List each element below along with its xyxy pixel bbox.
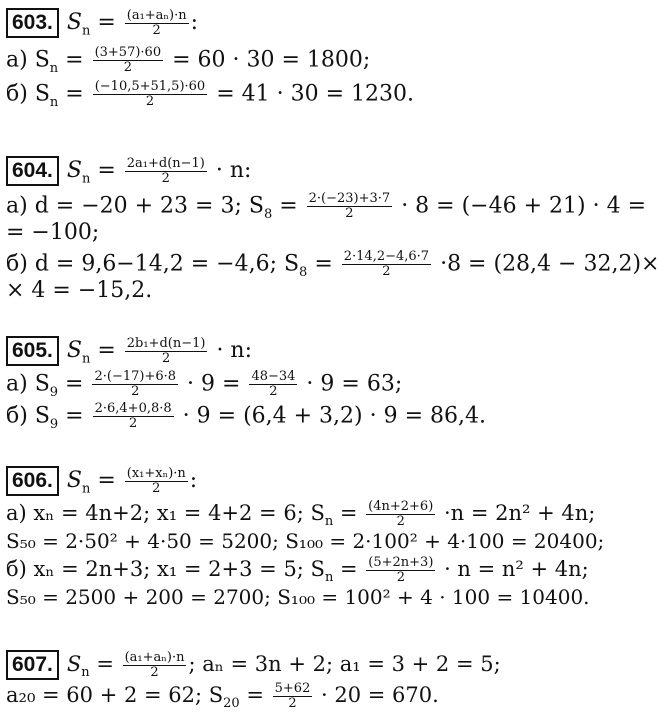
problem-604-header: 604. $S_n$ = $\frac{\text{2a₁+d(n−1)}}{2}$ · n: [6,156,251,192]
formula-tail: : [190,10,199,35]
formula-fraction: $\frac{\text{(a₁+aₙ)·n}}{2}$ [126,7,187,38]
problem-606-line-b-cont: S₅₀ = 2500 + 200 = 2700; S₁₀₀ = 100² + 4 · 100 = 10400. [6,585,590,609]
formula-fraction: $\frac{\text{(a₁+aₙ)·n}}{2}$ [124,650,185,680]
formula-fraction: $\frac{\text{2a₁+d(n−1)}}{2}$ [126,155,205,186]
problem-606-line-a: а) xₙ = 4n+2; x₁ = 4+2 = 6; $S_n$ = $\frac{(4n+2+6)}{2}$ ·n = 2n² + 4n; [6,499,596,530]
problem-number: 603. [6,8,59,38]
problem-606-line-b: б) xₙ = 2n+3; x₁ = 2+3 = 5; $S_n$ = $\frac{(5+2n+3)}{2}$ · n = n² + 4n; [6,555,589,586]
fraction: $\frac{2\cdot 14,2-4,6\cdot 7}{2}$ [343,249,430,279]
fraction: $\frac{(4n+2+6)}{2}$ [368,499,434,529]
fraction: $\frac{(-10,5+51,5)\cdot 60}{2}$ [94,79,206,109]
fraction: $\frac{48-34}{2}$ [251,369,296,399]
formula-fraction: $\frac{\text{(x₁+xₙ)·n}}{2}$ [126,465,186,496]
problem-number: 604. [6,156,59,186]
problem-607-line-a: a₂₀ = 60 + 2 = 62; $S_{20}$ = $\frac{5+62}{2}$ · 20 = 670. [6,681,439,712]
fraction: $\frac{2\cdot(-23)+3\cdot 7}{2}$ [308,191,391,221]
problem-604-line-a-cont: = −100; [6,220,100,245]
fraction: $\frac{5+62}{2}$ [274,681,311,711]
problem-number: 606. [6,466,59,496]
problem-605-line-a: а) $S_9$ = $\frac{2\cdot(-17)+6\cdot 8}{2}$ · 9 = $\frac{48-34}{2}$ · 9 = 63; [6,369,403,400]
problem-603-line-b: б) $S_n$ = $\frac{(-10,5+51,5)\cdot 60}{2}$ = 41 · 30 = 1230. [6,79,414,110]
formula-fraction: $\frac{\text{2b₁+d(n−1)}}{2}$ [126,335,206,366]
fraction: $\frac{(5+2n+3)}{2}$ [368,555,434,585]
problem-number: 605. [6,336,59,366]
problem-604-line-b-cont: × 4 = −15,2. [6,278,153,303]
problem-603-line-a: а) $S_n$ = $\frac{(3+57)\cdot 60}{2}$ = 60 · 30 = 1800; [6,45,371,76]
problem-607-header: 607. $S_n$ = $\frac{\text{(a₁+aₙ)·n}}{2}$ ; aₙ = 3n + 2; a₁ = 3 + 2 = 5; [6,650,501,686]
problem-605-header: 605. $S_n$ = $\frac{\text{2b₁+d(n−1)}}{2}$ · n: [6,336,252,372]
formula-lhs: S [66,10,82,35]
problem-603-header [6,8,198,44]
fraction: $\frac{2\cdot 6,4+0,8\cdot 8}{2}$ [94,401,172,431]
fraction: $\frac{2\cdot(-17)+6\cdot 8}{2}$ [94,369,177,399]
problem-606-line-a-cont: S₅₀ = 2·50² + 4·50 = 5200; S₁₀₀ = 2·100² + 4·100 = 20400; [6,529,605,553]
problem-606-header: 606. $S_n$ = $\frac{\text{(x₁+xₙ)·n}}{2}$ : [6,466,197,502]
problem-604-line-b: б) d = 9,6−14,2 = −4,6; $S_8$ = $\frac{2\cdot 14,2-4,6\cdot 7}{2}$ ·8 = (28,4 − 32,2)× [6,249,659,280]
problem-604-line-a: а) d = −20 + 23 = 3; $S_8$ = $\frac{2\cdot(-23)+3\cdot 7}{2}$ · 8 = (−46 + 21) · 4 = [6,191,647,222]
fraction: $\frac{(3+57)\cdot 60}{2}$ [94,45,162,75]
problem-605-line-b: б) $S_9$ = $\frac{2\cdot 6,4+0,8\cdot 8}{2}$ · 9 = (6,4 + 3,2) · 9 = 86,4. [6,401,487,432]
formula-eq: = [90,10,123,35]
problem-number: 607. [6,650,59,680]
formula-sub: n [81,23,91,39]
